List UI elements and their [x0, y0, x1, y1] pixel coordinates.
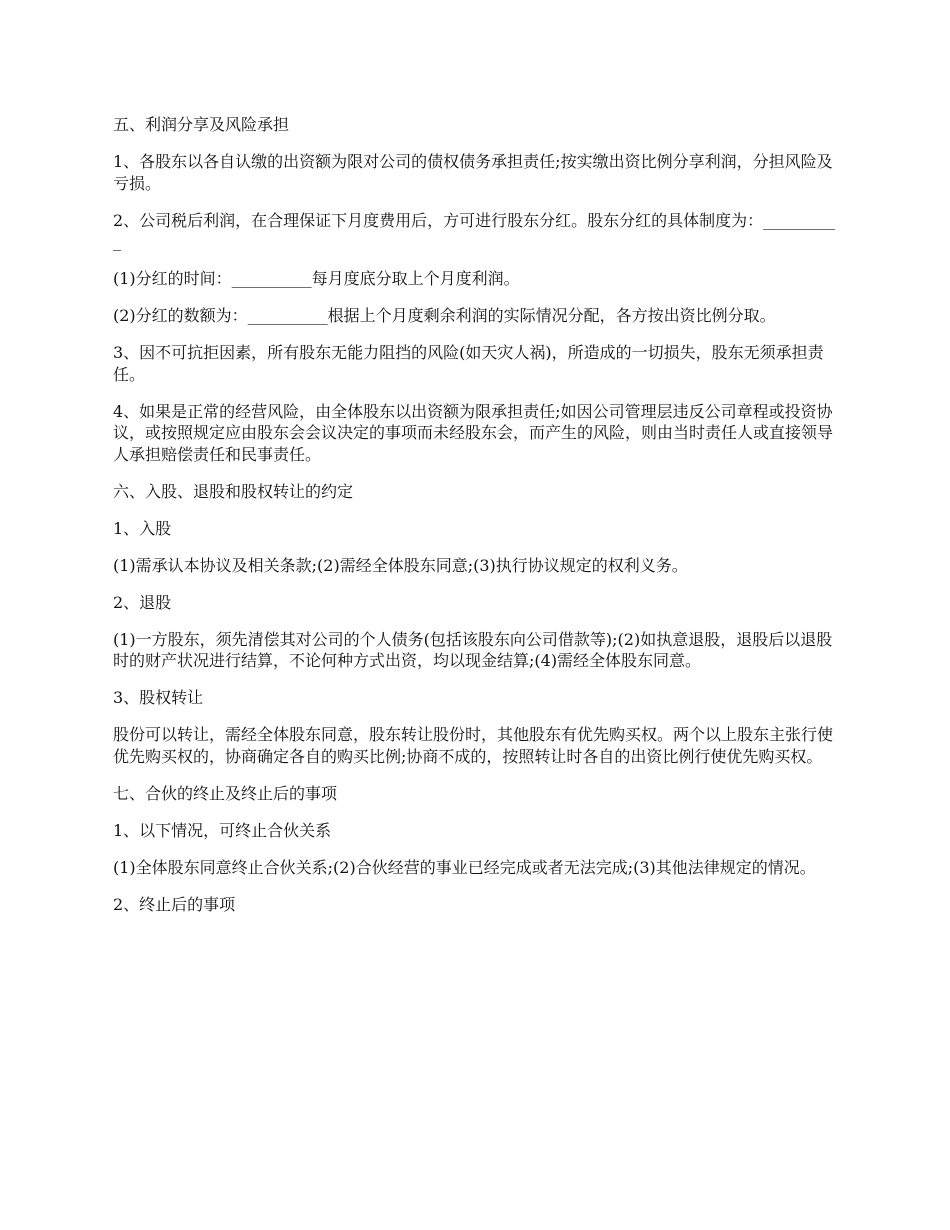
- paragraph: (1)需承认本协议及相关条款;(2)需经全体股东同意;(3)执行协议规定的权利义务。: [113, 555, 688, 575]
- section-heading-termination: 七、合伙的终止及终止后的事项: [113, 783, 338, 803]
- paragraph: (1)分红的时间：__________每月度底分取上个月度利润。: [113, 269, 520, 288]
- document-body: [113, 114, 838, 931]
- paragraph: (1)全体股东同意终止合伙关系;(2)合伙经营的事业已经完成或者无法完成;(3)其他法律规定的情况。: [113, 857, 816, 877]
- subheading-after-termination: 2、终止后的事项: [113, 894, 236, 914]
- subheading-termination-cases: 1、以下情况，可终止合伙关系: [113, 820, 332, 840]
- section-heading-profit-sharing: 五、利润分享及风险承担: [113, 115, 290, 134]
- paragraph: 3、因不可抗拒因素，所有股东无能力阻挡的风险(如天灾人祸)，所造成的一切损失，股东无须承担责任。: [113, 343, 824, 384]
- section-heading-shares: 六、入股、退股和股权转让的约定: [113, 481, 354, 501]
- paragraph: 4、如果是正常的经营风险，由全体股东以出资额为限承担责任;如因公司管理层违反公司章程或投资协议，或按照规定应由股东会会议决定的事项而未经股东会，而产生的风险，则由当时责任人或直接领导人承担赔偿责任和民事责任。: [113, 401, 834, 464]
- paragraph: 股份可以转让，需经全体股东同意，股东转让股份时，其他股东有优先购买权。两个以上股东主张行使优先购买权的，协商确定各自的购买比例;协商不成的，按照转让时各自的出资比例行使优先购买权。: [113, 725, 834, 766]
- paragraph: 2、公司税后利润，在合理保证下月度费用后，方可进行股东分红。股东分红的具体制度为：__________: [113, 210, 836, 251]
- paragraph: (2)分红的数额为：__________根据上个月度剩余利润的实际情况分配，各方按出资比例分取。: [113, 306, 776, 325]
- subheading-transfer: 3、股权转让: [113, 688, 204, 707]
- paragraph: (1)一方股东，须先清偿其对公司的个人债务(包括该股东向公司借款等);(2)如执意退股，退股后以退股时的财产状况进行结算，不论何种方式出资，均以现金结算;(4)需经全体股东同意。: [113, 629, 833, 670]
- subheading-withdraw: 2、退股: [113, 592, 172, 612]
- subheading-join: 1、入股: [113, 518, 172, 538]
- paragraph: 1、各股东以各自认缴的出资额为限对公司的债权债务承担责任;按实缴出资比例分享利润，分担风险及亏损。: [113, 152, 833, 193]
